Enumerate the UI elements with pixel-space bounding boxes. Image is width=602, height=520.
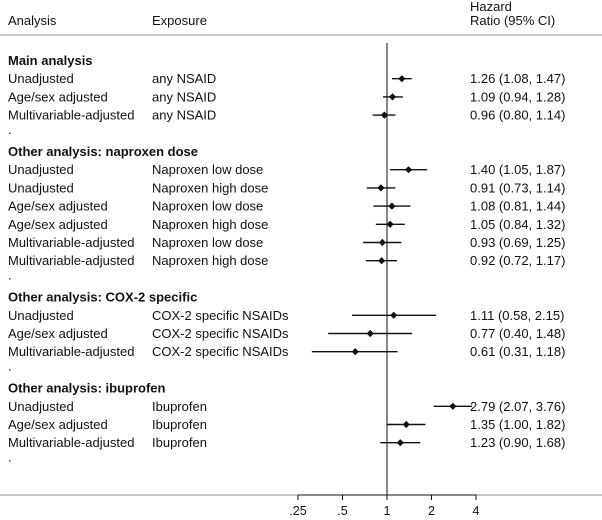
spacer-dot: . [8, 267, 12, 283]
row-hr-label: 0.92 (0.72, 1.17) [470, 253, 566, 269]
row-hr-label: 1.35 (1.00, 1.82) [470, 417, 566, 432]
row-exposure: Ibuprofen [152, 417, 207, 432]
row-hr-label: 1.26 (1.08, 1.47) [470, 71, 566, 87]
row-hr-label: 0.93 (0.69, 1.25) [470, 235, 566, 250]
row-exposure: any NSAID [152, 89, 217, 105]
row-analysis: Multivariable-adjusted [8, 253, 135, 269]
row-exposure: any NSAID [152, 71, 217, 87]
point-estimate [367, 330, 374, 337]
row-exposure: Naproxen high dose [152, 253, 269, 269]
row-analysis: Unadjusted [8, 398, 74, 414]
row-analysis: Multivariable-adjusted [8, 344, 135, 360]
x-tick-label: 2 [428, 504, 435, 518]
header-hazard-line2: Ratio (95% CI) [470, 13, 556, 28]
point-estimate [389, 93, 396, 100]
spacer-dot: . [8, 449, 12, 465]
section-title: Other analysis: ibuprofen [8, 380, 166, 396]
header-hazard-line1: Hazard [470, 0, 512, 14]
row-hr-label: 0.77 (0.40, 1.48) [470, 326, 566, 341]
forest-rows [8, 53, 565, 464]
row-hr-label: 0.96 (0.80, 1.14) [470, 107, 566, 123]
row-hr-label: 0.91 (0.73, 1.14) [470, 180, 566, 196]
row-exposure: COX-2 specific NSAIDs [152, 326, 289, 341]
row-analysis: Age/sex adjusted [8, 417, 108, 432]
row-hr-label: 1.05 (0.84, 1.32) [470, 216, 566, 232]
x-tick-label: 1 [383, 504, 391, 518]
row-exposure: COX-2 specific NSAIDs [152, 344, 289, 360]
point-estimate [403, 421, 410, 428]
row-analysis: Unadjusted [8, 307, 74, 323]
spacer-dot: . [8, 358, 12, 374]
header-analysis: Analysis [8, 13, 57, 28]
row-analysis: Multivariable-adjusted [8, 235, 135, 250]
header-exposure: Exposure [152, 13, 207, 28]
spacer-dot: . [8, 121, 12, 137]
point-estimate [352, 348, 359, 355]
row-hr-label: 2.79 (2.07, 3.76) [470, 398, 566, 414]
row-hr-label: 1.23 (0.90, 1.68) [470, 435, 566, 451]
row-hr-label: 1.11 (0.58, 2.15) [470, 307, 565, 323]
x-tick-label: 4 [472, 504, 480, 518]
row-exposure: Ibuprofen [152, 398, 207, 414]
row-analysis: Age/sex adjusted [8, 89, 108, 105]
section-title: Other analysis: naproxen dose [8, 144, 199, 159]
row-exposure: Naproxen low dose [152, 162, 264, 178]
section-title: Other analysis: COX-2 specific [8, 289, 198, 305]
row-exposure: Ibuprofen [152, 435, 207, 451]
row-analysis: Unadjusted [8, 71, 74, 87]
row-analysis: Unadjusted [8, 162, 74, 178]
row-analysis: Age/sex adjusted [8, 326, 108, 341]
row-hr-label: 1.09 (0.94, 1.28) [470, 89, 566, 105]
row-analysis: Age/sex adjusted [8, 216, 108, 232]
section-title: Main analysis [8, 53, 93, 68]
row-hr-label: 1.40 (1.05, 1.87) [470, 162, 566, 178]
row-exposure: Naproxen high dose [152, 216, 269, 232]
point-estimate [378, 257, 385, 264]
row-analysis: Age/sex adjusted [8, 198, 108, 214]
x-tick-label: .25 [289, 504, 307, 518]
point-estimate [449, 403, 456, 410]
point-estimate [379, 239, 386, 246]
row-exposure: COX-2 specific NSAIDs [152, 307, 289, 323]
point-estimate [397, 439, 404, 446]
x-tick-label: .5 [337, 504, 348, 518]
point-estimate [390, 312, 397, 319]
row-exposure: any NSAID [152, 107, 217, 123]
point-estimate [398, 75, 405, 82]
point-estimate [387, 221, 394, 228]
row-exposure: Naproxen low dose [152, 198, 264, 214]
point-estimate [388, 203, 395, 210]
row-hr-label: 1.08 (0.81, 1.44) [470, 198, 566, 214]
row-exposure: Naproxen low dose [152, 235, 264, 250]
row-analysis: Multivariable-adjusted [8, 107, 135, 123]
row-exposure: Naproxen high dose [152, 180, 269, 196]
point-estimate [405, 166, 412, 173]
point-estimate [377, 184, 384, 191]
row-analysis: Unadjusted [8, 180, 74, 196]
row-hr-label: 0.61 (0.31, 1.18) [470, 344, 566, 360]
row-analysis: Multivariable-adjusted [8, 435, 135, 451]
